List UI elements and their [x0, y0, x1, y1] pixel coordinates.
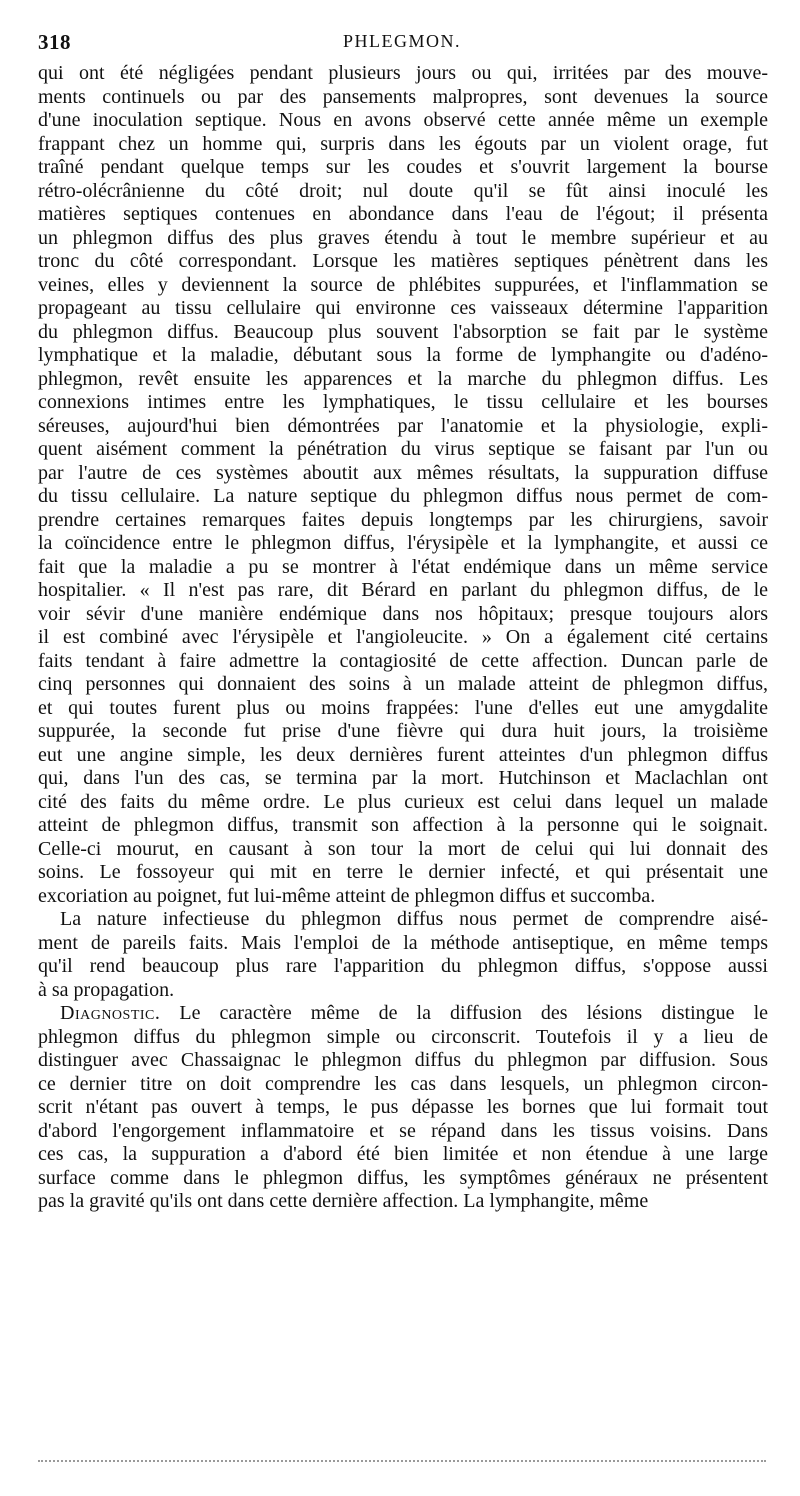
text-line: ments continuels ou par des pansements malpropres, sont devenues la source	[38, 85, 768, 108]
text-line: eut une angine simple, les deux dernières furent atteintes d'un phlegmon diffus	[38, 743, 768, 766]
text-line: lymphatique et la maladie, débutant sous la forme de lymphangite ou d'adéno-	[38, 344, 768, 366]
text-line: ment de pareils faits. Mais l'emploi de la méthode antiseptique, en même temps	[38, 931, 768, 954]
text-line: par l'autre de ces systèmes aboutit aux mêmes résultats, la suppuration diffuse	[38, 461, 768, 484]
text-line: voir sévir d'une manière endémique dans nos hôpitaux; presque toujours alors	[38, 602, 768, 625]
text-line: quent aisément comment la pénétration du virus septique se faisant par l'un ou	[38, 438, 768, 460]
text-line: qui ont été négligées pendant plusieurs jours ou qui, irritées par des mouve-	[38, 62, 768, 84]
paragraph	[38, 908, 768, 1002]
text-line: il est combiné avec l'érysipèle et l'angioleucite. » On a également cité certains	[38, 626, 768, 648]
text-line: soins. Le fossoyeur qui mit en terre le dernier infecté, et qui présentait une	[38, 861, 768, 883]
text-line: fait que la maladie a pu se montrer à l'état endémique dans un même service	[38, 555, 768, 578]
running-head	[38, 30, 766, 60]
text-line: d'abord l'engorgement inflammatoire et se répand dans les tissus voisins. Dans	[38, 1119, 768, 1142]
text-line: cité des faits du même ordre. Le plus curieux est celui dans lequel un malade	[38, 790, 768, 813]
text-line: suppurée, la seconde fut prise d'une fièvre qui dura huit jours, la troisième	[38, 720, 768, 742]
text-line: pas la gravité qu'ils ont dans cette dernière affection. La lymphangite, même	[38, 1190, 649, 1212]
body-text	[38, 62, 768, 1214]
text-line: distinguer avec Chassaignac le phlegmon diffus du phlegmon par diffusion. Sous	[38, 1049, 768, 1071]
footer-rule	[38, 1460, 766, 1462]
text-line: du tissu cellulaire. La nature septique du phlegmon diffus nous permet de com-	[38, 485, 768, 507]
text-line: matières septiques contenues en abondance dans l'eau de l'égout; il présenta	[38, 203, 768, 225]
text-line: du phlegmon diffus. Beaucoup plus souvent l'absorption se fait par le système	[38, 320, 768, 343]
text-line: d'une inoculation septique. Nous en avons observé cette année même un exemple	[38, 109, 768, 131]
text-line: séreuses, aujourd'hui bien démontrées par l'anatomie et la physiologie, expli-	[38, 414, 768, 437]
text-line: et qui toutes furent plus ou moins frappées: l'une d'elles eut une amygdalite	[38, 696, 768, 719]
text-line: qui, dans l'un des cas, se termina par la mort. Hutchinson et Maclachlan ont	[38, 767, 768, 789]
running-title: PHLEGMON.	[342, 31, 461, 51]
text-line: atteint de phlegmon diffus, transmit son affection à la personne qui le soignait.	[38, 814, 768, 836]
text-line	[38, 1002, 768, 1026]
text-line: phlegmon diffus du phlegmon simple ou circonscrit. Toutefois il y a lieu de	[38, 1025, 768, 1048]
text-line-content: Le caractère même de la diffusion des lésions distingue le	[160, 1002, 768, 1024]
text-line: la coïncidence entre le phlegmon diffus, l'érysipèle et la lymphangite, et aussi ce	[38, 532, 768, 554]
text-line: scrit n'étant pas ouvert à temps, le pus dépasse les bornes que lui formait tout	[38, 1096, 768, 1118]
text-line: à sa propagation.	[38, 978, 175, 1001]
text-line: excoriation au poignet, fut lui-même atteint de phlegmon diffus et succomba.	[38, 884, 656, 907]
section-heading: Diagnostic.	[60, 1002, 161, 1024]
text-line: hospitalier. « Il n'est pas rare, dit Bérard en parlant du phlegmon diffus, de le	[38, 579, 768, 601]
paragraph	[38, 1002, 768, 1214]
text-line: surface comme dans le phlegmon diffus, les symptômes généraux ne présentent	[38, 1166, 768, 1189]
page-number: 318	[38, 30, 71, 54]
text-line: propageant au tissu cellulaire qui environne ces vaisseaux détermine l'apparition	[38, 297, 768, 319]
text-line: ces cas, la suppuration a d'abord été bien limitée et non étendue à une large	[38, 1143, 768, 1165]
text-line: rétro-olécrânienne du côté droit; nul doute qu'il se fût ainsi inoculé les	[38, 179, 768, 202]
text-line: prendre certaines remarques faites depuis longtemps par les chirurgiens, savoir	[38, 508, 768, 531]
paragraph	[38, 62, 768, 908]
text-line: un phlegmon diffus des plus graves étendu à tout le membre supérieur et au	[38, 226, 768, 249]
text-line: faits tendant à faire admettre la contagiosité de cette affection. Duncan parle de	[38, 649, 768, 672]
text-line: phlegmon, revêt ensuite les apparences et la marche du phlegmon diffus. Les	[38, 367, 768, 390]
text-line: La nature infectieuse du phlegmon diffus nous permet de comprendre aisé-	[60, 908, 768, 930]
text-line: connexions intimes entre les lymphatiques, le tissu cellulaire et les bourses	[38, 391, 768, 413]
text-line: Celle-ci mourut, en causant à son tour la mort de celui qui lui donnait des	[38, 837, 768, 860]
text-line: tronc du côté correspondant. Lorsque les matières septiques pénètrent dans les	[38, 250, 768, 272]
text-line: frappant chez un homme qui, surpris dans les égouts par un violent orage, fut	[38, 132, 768, 155]
text-line: veines, elles y deviennent la source de phlébites suppurées, et l'inflammation se	[38, 273, 768, 296]
text-line: cinq personnes qui donnaient des soins à un malade atteint de phlegmon diffus,	[38, 673, 768, 695]
text-line: qu'il rend beaucoup plus rare l'apparition du phlegmon diffus, s'oppose aussi	[38, 955, 768, 977]
text-line: traîné pendant quelque temps sur les coudes et s'ouvrit largement la bourse	[38, 156, 768, 178]
text-line: ce dernier titre on doit comprendre les cas dans lesquels, un phlegmon circon-	[38, 1072, 768, 1095]
